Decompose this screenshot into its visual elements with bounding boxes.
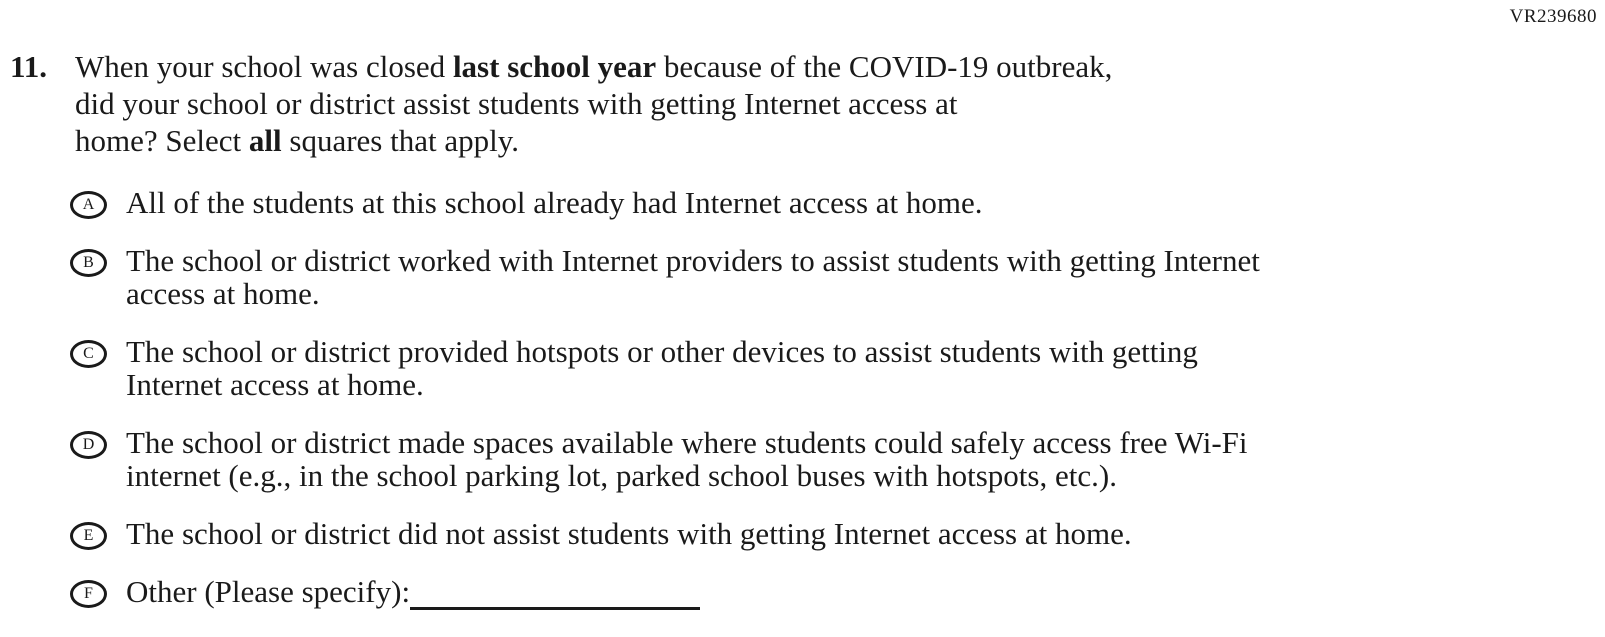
question-bold-phrase: last school year bbox=[452, 49, 657, 84]
option-b-bubble[interactable]: B bbox=[70, 249, 107, 277]
option-c bbox=[70, 335, 1590, 401]
question-line-1: When your school was closed last school year because of the COVID-19 outbreak, bbox=[75, 49, 1113, 84]
option-e-label: The school or district did not assist students with getting Internet access at home. bbox=[126, 516, 1132, 551]
question-bold-all: all bbox=[248, 123, 282, 158]
option-d-label: The school or district made spaces available where students could safely access free Wi-Fi internet (e.g., in the school parking lot, parked school buses with hotspots, etc.). bbox=[126, 425, 1248, 493]
answer-options bbox=[70, 186, 1590, 633]
option-f-label: Other (Please specify): bbox=[126, 575, 700, 608]
option-d bbox=[70, 426, 1590, 492]
option-b bbox=[70, 244, 1590, 310]
question-line-3: home? Select all squares that apply. bbox=[75, 123, 519, 158]
question-11 bbox=[10, 48, 1112, 159]
other-specify-blank[interactable] bbox=[410, 607, 700, 610]
option-f-bubble[interactable]: F bbox=[70, 580, 107, 608]
option-e bbox=[70, 517, 1590, 550]
question-line-2: did your school or district assist students with getting Internet access at bbox=[75, 86, 958, 121]
option-a bbox=[70, 186, 1590, 219]
option-f bbox=[70, 575, 1590, 608]
question-text bbox=[75, 48, 1112, 159]
form-code: VR239680 bbox=[1509, 6, 1597, 27]
option-c-bubble[interactable]: C bbox=[70, 340, 107, 368]
option-a-label: All of the students at this school already had Internet access at home. bbox=[126, 185, 983, 220]
option-b-label: The school or district worked with Internet providers to assist students with getting Internet access at home. bbox=[126, 243, 1260, 311]
option-a-bubble[interactable]: A bbox=[70, 191, 107, 219]
option-c-label: The school or district provided hotspots or other devices to assist students with getting Internet access at home. bbox=[126, 334, 1198, 402]
option-d-bubble[interactable]: D bbox=[70, 431, 107, 459]
option-e-bubble[interactable]: E bbox=[70, 522, 107, 550]
question-number: 11. bbox=[10, 49, 48, 84]
